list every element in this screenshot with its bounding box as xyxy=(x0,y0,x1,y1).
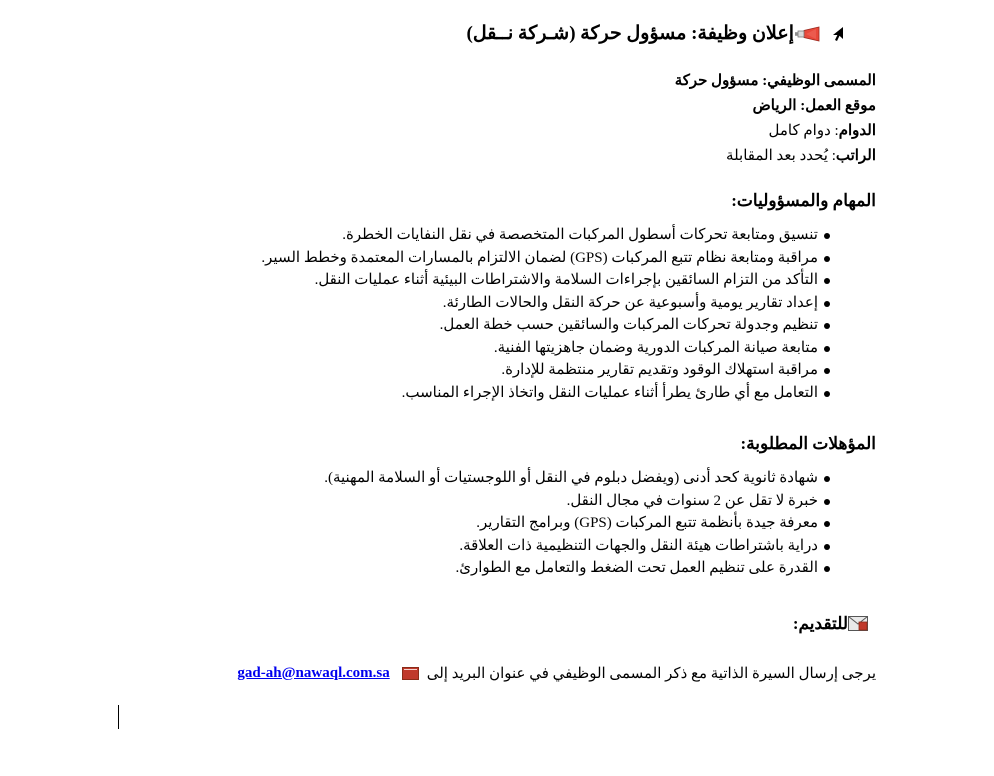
field-salary xyxy=(118,146,876,167)
megaphone-icon xyxy=(794,25,820,43)
field-job-title xyxy=(118,71,876,92)
list-item-text: التأكد من التزام السائقين بإجراءات السلامة والاشتراطات البيئية أثناء عمليات النقل. xyxy=(314,272,818,288)
bullet-dot-icon xyxy=(824,521,830,527)
field-location xyxy=(118,96,876,117)
list-item-text: التعامل مع أي طارئ يطرأ أثناء عمليات النقل واتخاذ الإجراء المناسب. xyxy=(401,384,818,401)
list-item xyxy=(118,491,836,513)
bullet-dot-icon xyxy=(824,301,830,307)
section-heading-qualifications: المؤهلات المطلوبة: xyxy=(740,434,876,453)
list-item xyxy=(118,338,836,360)
list-item-text: مراقبة استهلاك الوقود وتقديم تقارير منتظمة للإدارة. xyxy=(501,362,818,378)
field-salary-key: الراتب xyxy=(835,148,876,164)
list-item-text: دراية باشتراطات هيئة النقل والجهات التنظيمية ذات العلاقة. xyxy=(459,537,818,554)
list-item-text: تنظيم وجدولة تحركات المركبات والسائقين حسب خطة العمل. xyxy=(439,317,818,333)
mini-envelope-icon xyxy=(402,667,419,680)
apply-heading: للتقديم: xyxy=(792,613,848,633)
list-item xyxy=(118,513,836,535)
bullet-dot-icon xyxy=(824,566,830,572)
field-salary-value: : يُحدد بعد المقابلة xyxy=(726,148,836,164)
responsibilities-list xyxy=(118,225,836,404)
bullet-dot-icon xyxy=(824,368,830,374)
list-item xyxy=(118,248,836,270)
apply-instruction: يرجى إرسال السيرة الذاتية مع ذكر المسمى الوظيفي في عنوان البريد إلى xyxy=(426,665,876,682)
list-item xyxy=(118,225,836,247)
list-item xyxy=(118,468,836,490)
list-item xyxy=(118,383,836,405)
field-job-title-key: المسمى الوظيفي xyxy=(767,73,876,89)
list-item-text: تنسيق ومتابعة تحركات أسطول المركبات المتخصصة في نقل النفايات الخطرة. xyxy=(342,227,818,243)
bullet-dot-icon xyxy=(824,346,830,352)
list-item xyxy=(118,293,836,315)
field-hours-key: الدوام xyxy=(838,123,876,139)
field-location-key: موقع العمل xyxy=(805,98,876,114)
bullet-dot-icon xyxy=(824,278,830,284)
list-item-text: خبرة لا تقل عن 2 سنوات في مجال النقل. xyxy=(566,492,818,509)
responsibilities-list-block xyxy=(118,225,876,404)
qualifications-list xyxy=(118,468,836,580)
list-item-text: القدرة على تنظيم العمل تحت الضغط والتعامل مع الطوارئ. xyxy=(455,560,818,576)
cursor-arrow-icon xyxy=(830,26,844,42)
list-item xyxy=(118,558,836,580)
list-item xyxy=(118,536,836,558)
document-body xyxy=(118,22,876,683)
list-item-text: متابعة صيانة المركبات الدورية وضمان جاهزيتها الفنية. xyxy=(493,339,818,356)
email-link[interactable]: gad-ah@nawaql.com.sa xyxy=(237,664,390,681)
bullet-dot-icon xyxy=(824,476,830,482)
list-item-text: مراقبة ومتابعة نظام تتبع المركبات (GPS) لضمان الالتزام بالمسارات المعتمدة وخطط السير. xyxy=(261,249,818,266)
list-item-text: شهادة ثانوية كحد أدنى (ويفضل دبلوم في النقل أو اللوجستيات أو السلامة المهنية). xyxy=(324,470,818,486)
bullet-dot-icon xyxy=(824,256,830,262)
qualifications-list-block xyxy=(118,468,876,580)
title-row xyxy=(118,22,876,45)
apply-heading-row xyxy=(118,614,876,634)
field-hours xyxy=(118,121,876,142)
field-job-title-value: : مسؤول حركة xyxy=(674,73,768,89)
envelope-icon xyxy=(848,616,868,631)
text-cursor-caret xyxy=(118,705,119,729)
list-item-text: معرفة جيدة بأنظمة تتبع المركبات (GPS) وبرامج التقارير. xyxy=(476,515,818,531)
bullet-dot-icon xyxy=(824,323,830,329)
page-title: إعلان وظيفة: مسؤول حركة (شـركة نــقل) xyxy=(466,23,794,44)
list-item xyxy=(118,360,836,382)
list-item-text: إعداد تقارير يومية وأسبوعية عن حركة النقل والحالات الطارئة. xyxy=(442,294,818,311)
list-item xyxy=(118,315,836,337)
bullet-dot-icon xyxy=(824,233,830,239)
bullet-dot-icon xyxy=(824,391,830,397)
list-item xyxy=(118,270,836,292)
section-heading-responsibilities: المهام والمسؤوليات: xyxy=(731,191,876,210)
field-location-value: : الرياض xyxy=(752,98,806,114)
field-hours-value: : دوام كامل xyxy=(768,123,839,139)
contact-line xyxy=(118,664,876,683)
bullet-dot-icon xyxy=(824,499,830,505)
bullet-dot-icon xyxy=(824,544,830,550)
